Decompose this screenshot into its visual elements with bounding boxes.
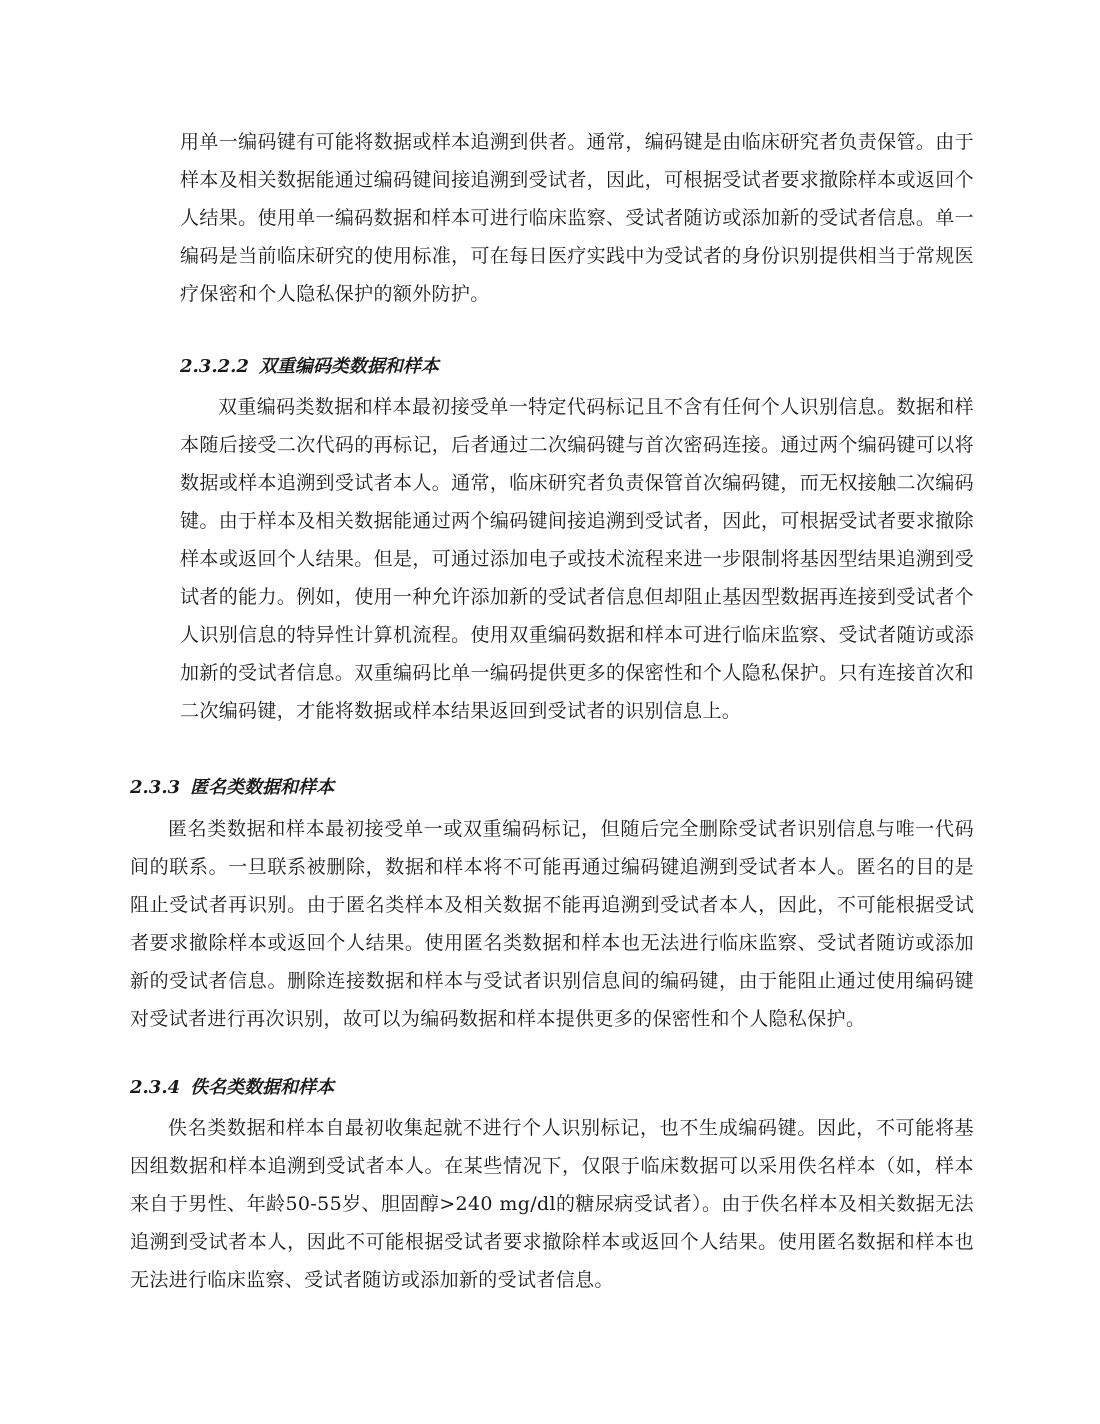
section-body-2-3-4: 佚名类数据和样本自最初收集起就不进行个人识别标记，也不生成编码键。因此，不可能将基因组数据和样本追溯到受试者本人。在某些情况下，仅限于临床数据可以采用佚名样本（如，样本来自于男性、年龄50-55岁、胆固醇>240 mg/dl的糖尿病受试者）。由于佚名样本及相关数据无法追溯到受试者本人，因此不可能根据受试者要求撤除样本或返回个人结果。使用匿名数据和样本也无法进行临床监察、受试者随访或添加新的受试者信息。	[130, 1117, 974, 1291]
section-body-2-3-2-2: 双重编码类数据和样本最初接受单一特定代码标记且不含有任何个人识别信息。数据和样本随后接受二次代码的再标记，后者通过二次编码键与首次密码连接。通过两个编码键可以将数据或样本追溯到受试者本人。通常，临床研究者负责保管首次编码键，而无权接触二次编码键。由于样本及相关数据能通过两个编码键间接追溯到受试者，因此，可根据受试者要求撤除样本或返回个人结果。但是，可通过添加电子或技术流程来进一步限制将基因型结果追溯到受试者的能力。例如，使用一种允许添加新的受试者信息但却阻止基因型数据再连接到受试者个人识别信息的特异性计算机流程。使用双重编码数据和样本可进行临床监察、受试者随访或添加新的受试者信息。双重编码比单一编码提供更多的保密性和个人隐私保护。只有连接首次和二次编码键，才能将数据或样本结果返回到受试者的识别信息上。	[180, 396, 974, 722]
section-heading-2-3-3	[130, 773, 334, 803]
section-heading-2-3-2-2	[180, 352, 439, 382]
section-number: 2.3.4	[130, 1077, 181, 1098]
intro-paragraph: 用单一编码键有可能将数据或样本追溯到供者。通常，编码键是由临床研究者负责保管。由于样本及相关数据能通过编码键间接追溯到受试者，因此，可根据受试者要求撤除样本或返回个人结果。使用单一编码数据和样本可进行临床监察、受试者随访或添加新的受试者信息。单一编码是当前临床研究的使用标准，可在每日医疗实践中为受试者的身份识别提供相当于常规医疗保密和个人隐私保护的额外防护。	[180, 131, 974, 305]
section-heading-2-3-4	[130, 1073, 334, 1103]
section-title: 佚名类数据和样本	[190, 1077, 335, 1098]
section-title: 双重编码类数据和样本	[258, 356, 439, 377]
section-body-2-3-3: 匿名类数据和样本最初接受单一或双重编码标记，但随后完全删除受试者识别信息与唯一代码间的联系。一旦联系被删除，数据和样本将不可能再通过编码键追溯到受试者本人。匿名的目的是阻止受试者再识别。由于匿名类样本及相关数据不能再追溯到受试者本人，因此，不可能根据受试者要求撤除样本或返回个人结果。使用匿名类数据和样本也无法进行临床监察、受试者随访或添加新的受试者信息。删除连接数据和样本与受试者识别信息间的编码键，由于能阻止通过使用编码键对受试者进行再次识别，故可以为编码数据和样本提供更多的保密性和个人隐私保护。	[130, 818, 974, 1030]
section-title: 匿名类数据和样本	[190, 777, 335, 798]
section-number: 2.3.3	[130, 777, 181, 798]
section-number: 2.3.2.2	[180, 356, 249, 377]
